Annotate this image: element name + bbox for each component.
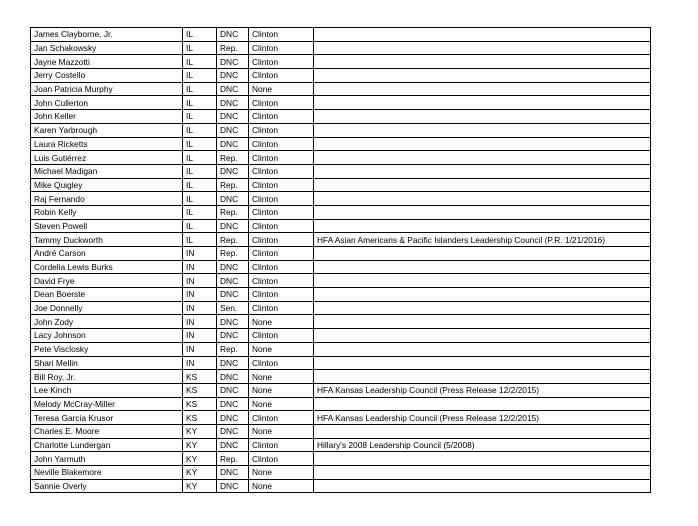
name-cell: Laura Ricketts (31, 137, 183, 151)
state-cell: IL (183, 151, 217, 165)
state-cell: IN (183, 274, 217, 288)
name-cell: Tammy Duckworth (31, 233, 183, 247)
table-row (31, 452, 651, 466)
name-cell: Melody McCray-Miller (31, 397, 183, 411)
table-row (31, 288, 651, 302)
note-cell: Hillary's 2008 Leadership Council (5/2008) (314, 438, 651, 452)
role-cell: Sen. (217, 301, 249, 315)
role-cell: DNC (217, 274, 249, 288)
state-cell: IL (183, 41, 217, 55)
note-cell (314, 192, 651, 206)
table-row (31, 205, 651, 219)
table-row (31, 69, 651, 83)
role-cell: Rep. (217, 178, 249, 192)
candidate-cell: None (249, 315, 314, 329)
name-cell: John Yarmuth (31, 452, 183, 466)
state-cell: IL (183, 110, 217, 124)
table-row (31, 178, 651, 192)
note-cell (314, 205, 651, 219)
state-cell: KY (183, 424, 217, 438)
candidate-cell: None (249, 82, 314, 96)
name-cell: Steven Powell (31, 219, 183, 233)
candidate-cell: Clinton (249, 411, 314, 425)
name-cell: Neville Blakemore (31, 466, 183, 480)
table-row (31, 55, 651, 69)
name-cell: John Zody (31, 315, 183, 329)
state-cell: IN (183, 288, 217, 302)
note-cell (314, 370, 651, 384)
role-cell: Rep. (217, 233, 249, 247)
name-cell: James Clayborne, Jr. (31, 28, 183, 42)
state-cell: KY (183, 466, 217, 480)
role-cell: DNC (217, 137, 249, 151)
role-cell: DNC (217, 28, 249, 42)
role-cell: DNC (217, 288, 249, 302)
note-cell (314, 315, 651, 329)
table-row (31, 123, 651, 137)
state-cell: IL (183, 205, 217, 219)
role-cell: DNC (217, 110, 249, 124)
candidate-cell: Clinton (249, 137, 314, 151)
state-cell: KS (183, 397, 217, 411)
role-cell: Rep. (217, 205, 249, 219)
state-cell: IL (183, 55, 217, 69)
candidate-cell: None (249, 383, 314, 397)
note-cell (314, 301, 651, 315)
note-cell (314, 28, 651, 42)
candidate-cell: Clinton (249, 233, 314, 247)
name-cell: Bill Roy, Jr. (31, 370, 183, 384)
table-row (31, 370, 651, 384)
candidate-cell: Clinton (249, 329, 314, 343)
candidate-cell: Clinton (249, 28, 314, 42)
note-cell (314, 69, 651, 83)
candidate-cell: Clinton (249, 301, 314, 315)
name-cell: Charlotte Lundergan (31, 438, 183, 452)
name-cell: David Frye (31, 274, 183, 288)
role-cell: DNC (217, 466, 249, 480)
state-cell: IL (183, 192, 217, 206)
name-cell: Dean Boerste (31, 288, 183, 302)
role-cell: DNC (217, 424, 249, 438)
table-row (31, 329, 651, 343)
superdelegate-table (30, 27, 651, 493)
table-body (31, 28, 651, 493)
state-cell: IN (183, 301, 217, 315)
note-cell (314, 466, 651, 480)
name-cell: Luis Gutiérrez (31, 151, 183, 165)
note-cell (314, 55, 651, 69)
state-cell: KY (183, 479, 217, 493)
table-row (31, 397, 651, 411)
candidate-cell: None (249, 479, 314, 493)
note-cell (314, 151, 651, 165)
role-cell: Rep. (217, 247, 249, 261)
candidate-cell: None (249, 397, 314, 411)
role-cell: DNC (217, 411, 249, 425)
table-row (31, 466, 651, 480)
table-row (31, 424, 651, 438)
role-cell: DNC (217, 164, 249, 178)
table-row (31, 438, 651, 452)
note-cell: HFA Kansas Leadership Council (Press Release 12/2/2015) (314, 383, 651, 397)
name-cell: Cordelia Lewis Burks (31, 260, 183, 274)
state-cell: IL (183, 164, 217, 178)
name-cell: Pete Visclosky (31, 342, 183, 356)
role-cell: DNC (217, 479, 249, 493)
table-row (31, 233, 651, 247)
state-cell: IL (183, 28, 217, 42)
table-row (31, 315, 651, 329)
role-cell: Rep. (217, 452, 249, 466)
table-row (31, 247, 651, 261)
state-cell: IN (183, 329, 217, 343)
name-cell: Jerry Costello (31, 69, 183, 83)
candidate-cell: Clinton (249, 164, 314, 178)
note-cell (314, 123, 651, 137)
state-cell: IN (183, 342, 217, 356)
state-cell: IL (183, 123, 217, 137)
note-cell (314, 329, 651, 343)
role-cell: DNC (217, 260, 249, 274)
state-cell: IL (183, 178, 217, 192)
note-cell (314, 96, 651, 110)
table-row (31, 383, 651, 397)
role-cell: DNC (217, 370, 249, 384)
candidate-cell: Clinton (249, 123, 314, 137)
state-cell: IL (183, 233, 217, 247)
candidate-cell: Clinton (249, 438, 314, 452)
role-cell: DNC (217, 192, 249, 206)
name-cell: John Cullerton (31, 96, 183, 110)
candidate-cell: None (249, 342, 314, 356)
role-cell: DNC (217, 438, 249, 452)
note-cell (314, 178, 651, 192)
role-cell: Rep. (217, 342, 249, 356)
note-cell (314, 41, 651, 55)
name-cell: Sannie Overly (31, 479, 183, 493)
table-row (31, 260, 651, 274)
state-cell: KY (183, 452, 217, 466)
note-cell (314, 247, 651, 261)
table-row (31, 479, 651, 493)
state-cell: KS (183, 370, 217, 384)
state-cell: IL (183, 69, 217, 83)
name-cell: Raj Fernando (31, 192, 183, 206)
table-row (31, 110, 651, 124)
state-cell: KS (183, 411, 217, 425)
candidate-cell: Clinton (249, 69, 314, 83)
note-cell: HFA Kansas Leadership Council (Press Release 12/2/2015) (314, 411, 651, 425)
candidate-cell: Clinton (249, 178, 314, 192)
table-row (31, 82, 651, 96)
note-cell (314, 260, 651, 274)
table-row (31, 274, 651, 288)
table-row (31, 356, 651, 370)
role-cell: DNC (217, 55, 249, 69)
candidate-cell: Clinton (249, 151, 314, 165)
candidate-cell: Clinton (249, 288, 314, 302)
table-row (31, 192, 651, 206)
candidate-cell: Clinton (249, 356, 314, 370)
note-cell (314, 82, 651, 96)
name-cell: Mike Quigley (31, 178, 183, 192)
table-row (31, 342, 651, 356)
candidate-cell: None (249, 370, 314, 384)
role-cell: DNC (217, 356, 249, 370)
name-cell: Joe Donnelly (31, 301, 183, 315)
table-row (31, 41, 651, 55)
name-cell: Karen Yarbrough (31, 123, 183, 137)
role-cell: Rep. (217, 151, 249, 165)
state-cell: IN (183, 315, 217, 329)
role-cell: DNC (217, 96, 249, 110)
table-row (31, 137, 651, 151)
state-cell: IL (183, 219, 217, 233)
candidate-cell: Clinton (249, 247, 314, 261)
name-cell: Charles E. Moore (31, 424, 183, 438)
role-cell: DNC (217, 397, 249, 411)
candidate-cell: Clinton (249, 41, 314, 55)
role-cell: DNC (217, 315, 249, 329)
table-row (31, 219, 651, 233)
candidate-cell: Clinton (249, 192, 314, 206)
table-row (31, 151, 651, 165)
state-cell: IL (183, 96, 217, 110)
name-cell: André Carson (31, 247, 183, 261)
candidate-cell: None (249, 466, 314, 480)
table-row (31, 96, 651, 110)
table-row (31, 28, 651, 42)
role-cell: DNC (217, 329, 249, 343)
role-cell: DNC (217, 383, 249, 397)
table-row (31, 164, 651, 178)
note-cell (314, 479, 651, 493)
candidate-cell: Clinton (249, 219, 314, 233)
table-row (31, 411, 651, 425)
table-row (31, 301, 651, 315)
state-cell: KS (183, 383, 217, 397)
note-cell: HFA Asian Americans & Pacific Islanders Leadership Council (P.R. 1/21/2016) (314, 233, 651, 247)
name-cell: Michael Madigan (31, 164, 183, 178)
name-cell: John Keller (31, 110, 183, 124)
state-cell: IL (183, 137, 217, 151)
note-cell (314, 397, 651, 411)
note-cell (314, 342, 651, 356)
candidate-cell: Clinton (249, 55, 314, 69)
note-cell (314, 164, 651, 178)
note-cell (314, 219, 651, 233)
state-cell: KY (183, 438, 217, 452)
name-cell: Teresa Garcia Krusor (31, 411, 183, 425)
note-cell (314, 137, 651, 151)
state-cell: IN (183, 356, 217, 370)
candidate-cell: Clinton (249, 110, 314, 124)
candidate-cell: Clinton (249, 452, 314, 466)
name-cell: Lee Kinch (31, 383, 183, 397)
role-cell: DNC (217, 123, 249, 137)
note-cell (314, 110, 651, 124)
role-cell: DNC (217, 219, 249, 233)
name-cell: Jayne Mazzotti (31, 55, 183, 69)
candidate-cell: None (249, 424, 314, 438)
candidate-cell: Clinton (249, 96, 314, 110)
name-cell: Shari Mellin (31, 356, 183, 370)
role-cell: Rep. (217, 41, 249, 55)
role-cell: DNC (217, 82, 249, 96)
role-cell: DNC (217, 69, 249, 83)
state-cell: IN (183, 260, 217, 274)
note-cell (314, 288, 651, 302)
state-cell: IN (183, 247, 217, 261)
note-cell (314, 424, 651, 438)
candidate-cell: Clinton (249, 260, 314, 274)
note-cell (314, 356, 651, 370)
state-cell: IL (183, 82, 217, 96)
candidate-cell: Clinton (249, 205, 314, 219)
note-cell (314, 274, 651, 288)
name-cell: Lacy Johnson (31, 329, 183, 343)
name-cell: Jan Schakowsky (31, 41, 183, 55)
note-cell (314, 452, 651, 466)
name-cell: Joan Patricia Murphy (31, 82, 183, 96)
name-cell: Robin Kelly (31, 205, 183, 219)
candidate-cell: Clinton (249, 274, 314, 288)
